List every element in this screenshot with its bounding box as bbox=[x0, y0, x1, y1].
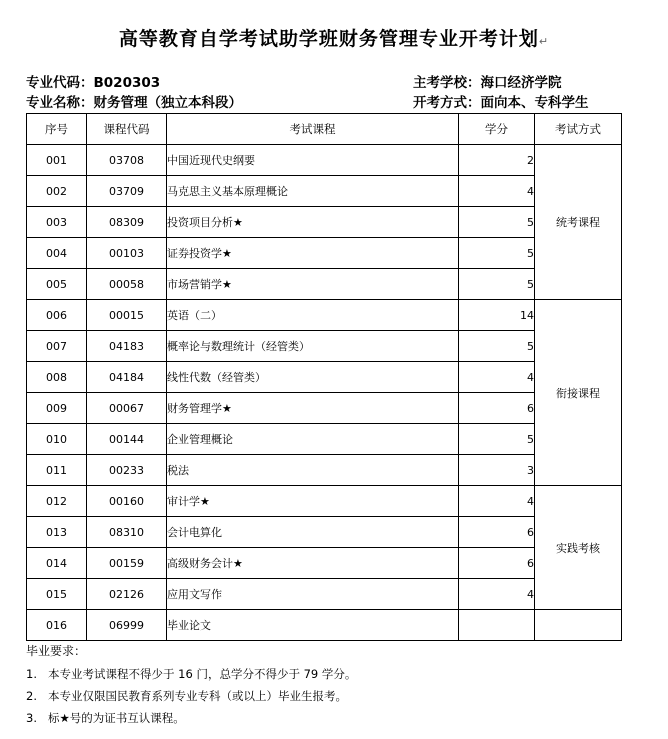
table-row bbox=[27, 424, 622, 455]
course-name: 英语（二） bbox=[167, 300, 459, 331]
table-row bbox=[27, 362, 622, 393]
header-course: 考试课程 bbox=[167, 114, 459, 145]
course-code: 00058 bbox=[87, 269, 167, 300]
table-row bbox=[27, 331, 622, 362]
course-name: 企业管理概论 bbox=[167, 424, 459, 455]
course-code: 00103 bbox=[87, 238, 167, 269]
table-header-row bbox=[27, 114, 622, 145]
header-code: 课程代码 bbox=[87, 114, 167, 145]
host-school: 主考学校：海口经济学院 bbox=[413, 75, 562, 91]
row-number: 006 bbox=[27, 300, 87, 331]
course-name: 应用文写作 bbox=[167, 579, 459, 610]
course-name: 马克思主义基本原理概论 bbox=[167, 176, 459, 207]
course-code: 08309 bbox=[87, 207, 167, 238]
course-code: 03708 bbox=[87, 145, 167, 176]
exam-mode: 实践考核 bbox=[535, 486, 622, 610]
row-number: 001 bbox=[27, 145, 87, 176]
title-text: 高等教育自学考试助学班财务管理专业开考计划 bbox=[118, 28, 539, 50]
row-number: 009 bbox=[27, 393, 87, 424]
table-row bbox=[27, 455, 622, 486]
row-number: 007 bbox=[27, 331, 87, 362]
requirements-heading: 毕业要求： bbox=[26, 644, 87, 658]
header-no: 序号 bbox=[27, 114, 87, 145]
row-number: 008 bbox=[27, 362, 87, 393]
requirement-item bbox=[26, 710, 185, 726]
course-code: 04183 bbox=[87, 331, 167, 362]
row-number: 003 bbox=[27, 207, 87, 238]
table-row bbox=[27, 486, 622, 517]
exam-mode: 衔接课程 bbox=[535, 300, 622, 486]
course-credit: 4 bbox=[459, 362, 535, 393]
course-credit: 5 bbox=[459, 269, 535, 300]
table-row bbox=[27, 300, 622, 331]
course-code: 03709 bbox=[87, 176, 167, 207]
table-body bbox=[27, 145, 622, 641]
major-name: 专业名称：财务管理（独立本科段） bbox=[26, 95, 242, 111]
course-name: 会计电算化 bbox=[167, 517, 459, 548]
course-code: 06999 bbox=[87, 610, 167, 641]
course-credit: 5 bbox=[459, 238, 535, 269]
course-code: 04184 bbox=[87, 362, 167, 393]
paragraph-mark: ↵ bbox=[538, 35, 550, 48]
course-name: 中国近现代史纲要 bbox=[167, 145, 459, 176]
table-row bbox=[27, 207, 622, 238]
document-title bbox=[0, 24, 668, 51]
row-number: 013 bbox=[27, 517, 87, 548]
course-credit: 5 bbox=[459, 331, 535, 362]
course-name: 概率论与数理统计（经管类） bbox=[167, 331, 459, 362]
course-credit: 3 bbox=[459, 455, 535, 486]
requirement-number: 1. bbox=[26, 667, 37, 681]
course-name: 审计学★ bbox=[167, 486, 459, 517]
table-row bbox=[27, 517, 622, 548]
course-code: 00233 bbox=[87, 455, 167, 486]
course-name: 证券投资学★ bbox=[167, 238, 459, 269]
course-code: 00015 bbox=[87, 300, 167, 331]
table-row bbox=[27, 579, 622, 610]
major-code: 专业代码：B020303 bbox=[26, 75, 161, 91]
table-row bbox=[27, 548, 622, 579]
course-credit: 5 bbox=[459, 424, 535, 455]
course-credit: 6 bbox=[459, 517, 535, 548]
table-row bbox=[27, 176, 622, 207]
requirement-number: 2. bbox=[26, 689, 37, 703]
header-credit: 学分 bbox=[459, 114, 535, 145]
requirement-item bbox=[26, 666, 356, 682]
row-number: 012 bbox=[27, 486, 87, 517]
requirement-text: 本专业考试课程不得少于 16 门，总学分不得少于 79 学分。 bbox=[48, 667, 357, 681]
course-credit: 4 bbox=[459, 486, 535, 517]
requirement-number: 3. bbox=[26, 711, 37, 725]
row-number: 002 bbox=[27, 176, 87, 207]
requirement-text: 本专业仅限国民教育系列专业专科（或以上）毕业生报考。 bbox=[48, 689, 347, 703]
course-code: 08310 bbox=[87, 517, 167, 548]
course-name: 市场营销学★ bbox=[167, 269, 459, 300]
course-code: 00144 bbox=[87, 424, 167, 455]
exam-mode: 统考课程 bbox=[535, 145, 622, 300]
course-name: 线性代数（经管类） bbox=[167, 362, 459, 393]
requirement-item bbox=[26, 688, 347, 704]
course-name: 毕业论文 bbox=[167, 610, 459, 641]
course-credit: 4 bbox=[459, 176, 535, 207]
course-credit: 2 bbox=[459, 145, 535, 176]
course-code: 02126 bbox=[87, 579, 167, 610]
row-number: 005 bbox=[27, 269, 87, 300]
course-code: 00159 bbox=[87, 548, 167, 579]
course-code: 00067 bbox=[87, 393, 167, 424]
row-number: 015 bbox=[27, 579, 87, 610]
course-credit: 4 bbox=[459, 579, 535, 610]
table-row bbox=[27, 238, 622, 269]
course-credit: 5 bbox=[459, 207, 535, 238]
row-number: 011 bbox=[27, 455, 87, 486]
table-row bbox=[27, 145, 622, 176]
course-credit: 6 bbox=[459, 393, 535, 424]
course-name: 税法 bbox=[167, 455, 459, 486]
course-name: 财务管理学★ bbox=[167, 393, 459, 424]
exam-mode-empty bbox=[535, 610, 622, 641]
requirement-text: 标★号的为证书互认课程。 bbox=[48, 711, 185, 725]
course-plan-table bbox=[26, 113, 622, 641]
course-name: 高级财务会计★ bbox=[167, 548, 459, 579]
row-number: 010 bbox=[27, 424, 87, 455]
table-row bbox=[27, 610, 622, 641]
course-credit bbox=[459, 610, 535, 641]
course-credit: 6 bbox=[459, 548, 535, 579]
table-row bbox=[27, 393, 622, 424]
row-number: 016 bbox=[27, 610, 87, 641]
course-name: 投资项目分析★ bbox=[167, 207, 459, 238]
course-code: 00160 bbox=[87, 486, 167, 517]
row-number: 014 bbox=[27, 548, 87, 579]
header-mode: 考试方式 bbox=[535, 114, 622, 145]
exam-method: 开考方式：面向本、专科学生 bbox=[413, 95, 589, 111]
course-credit: 14 bbox=[459, 300, 535, 331]
table-row bbox=[27, 269, 622, 300]
row-number: 004 bbox=[27, 238, 87, 269]
